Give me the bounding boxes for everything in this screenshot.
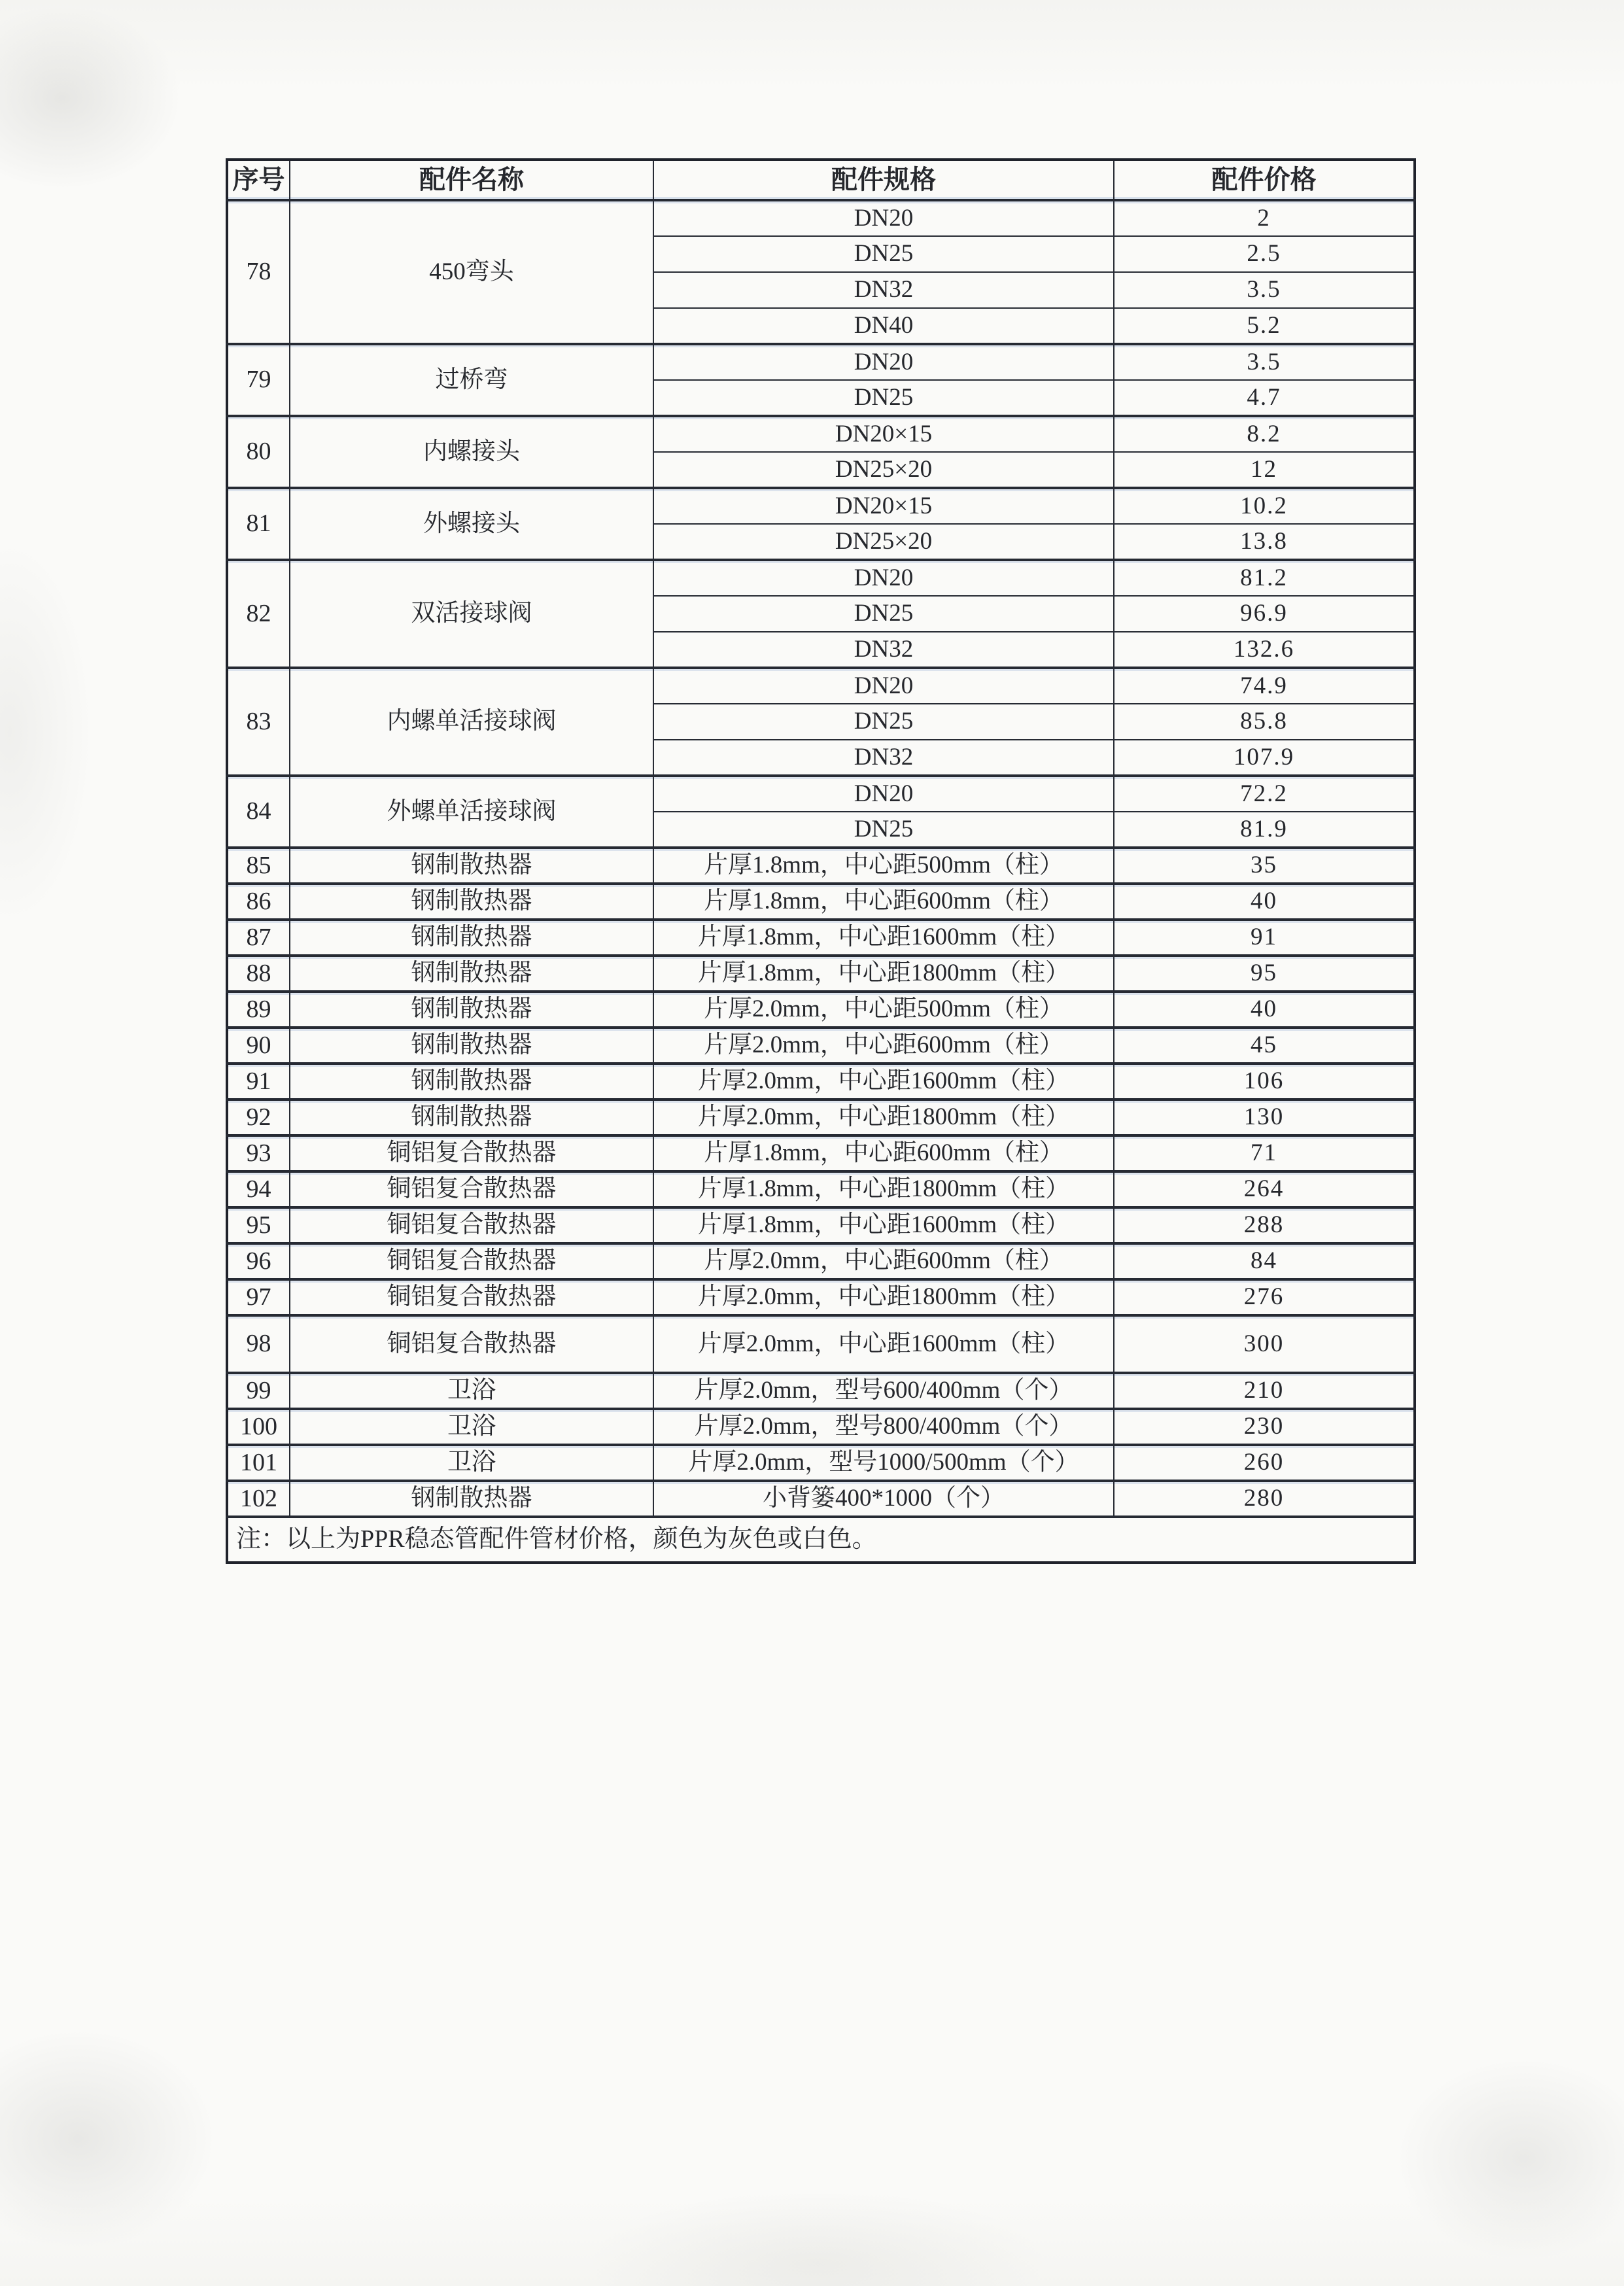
part-price-cell: 4.7: [1114, 380, 1415, 416]
part-price-cell: 3.5: [1114, 344, 1415, 380]
part-name-cell: 过桥弯: [290, 344, 653, 416]
part-price-cell: 288: [1114, 1207, 1415, 1243]
part-price-cell: 264: [1114, 1171, 1415, 1207]
serial-no-cell: 94: [227, 1171, 290, 1207]
part-spec-cell: 片厚2.0mm，型号1000/500mm（个）: [653, 1445, 1114, 1481]
part-name-cell: 钢制散热器: [290, 1028, 653, 1064]
table-row: [227, 884, 1415, 920]
column-header-serial-no: 序号: [227, 160, 290, 200]
part-price-cell: 40: [1114, 884, 1415, 920]
part-price-cell: 84: [1114, 1243, 1415, 1279]
part-price-cell: 45: [1114, 1028, 1415, 1064]
part-spec-cell: DN40: [653, 308, 1114, 344]
table-row: [227, 1315, 1415, 1373]
table-row: [227, 956, 1415, 992]
part-name-cell: 钢制散热器: [290, 1100, 653, 1135]
serial-no-cell: 82: [227, 560, 290, 668]
part-spec-cell: DN20×15: [653, 416, 1114, 452]
part-name-cell: 钢制散热器: [290, 1481, 653, 1517]
part-name-cell: 钢制散热器: [290, 884, 653, 920]
serial-no-cell: 83: [227, 668, 290, 776]
part-spec-cell: 片厚1.8mm，中心距600mm（柱）: [653, 1135, 1114, 1171]
table-row: [227, 416, 1415, 452]
part-name-cell: 450弯头: [290, 200, 653, 344]
part-spec-cell: 片厚1.8mm，中心距1600mm（柱）: [653, 1207, 1114, 1243]
part-price-cell: 107.9: [1114, 740, 1415, 776]
part-spec-cell: 片厚1.8mm，中心距1800mm（柱）: [653, 1171, 1114, 1207]
part-price-cell: 85.8: [1114, 704, 1415, 740]
table-row: [227, 1481, 1415, 1517]
serial-no-cell: 80: [227, 416, 290, 488]
part-spec-cell: DN25: [653, 596, 1114, 632]
part-price-cell: 35: [1114, 848, 1415, 884]
table-row: [227, 488, 1415, 524]
part-name-cell: 铜铝复合散热器: [290, 1171, 653, 1207]
part-spec-cell: 片厚2.0mm，中心距1800mm（柱）: [653, 1279, 1114, 1315]
part-name-cell: 铜铝复合散热器: [290, 1243, 653, 1279]
table-row: [227, 992, 1415, 1028]
part-name-cell: 内螺单活接球阀: [290, 668, 653, 776]
table-row: [227, 200, 1415, 236]
part-price-cell: 10.2: [1114, 488, 1415, 524]
part-spec-cell: DN25: [653, 380, 1114, 416]
part-name-cell: 钢制散热器: [290, 1064, 653, 1100]
serial-no-cell: 81: [227, 488, 290, 560]
part-spec-cell: DN25×20: [653, 452, 1114, 488]
part-name-cell: 铜铝复合散热器: [290, 1135, 653, 1171]
part-price-cell: 106: [1114, 1064, 1415, 1100]
part-spec-cell: DN32: [653, 272, 1114, 308]
part-price-cell: 2.5: [1114, 236, 1415, 272]
parts-price-table: [226, 158, 1416, 1564]
table-row: [227, 560, 1415, 596]
column-header-part-spec: 配件规格: [653, 160, 1114, 200]
part-price-cell: 91: [1114, 920, 1415, 956]
part-spec-cell: 片厚2.0mm，中心距1600mm（柱）: [653, 1064, 1114, 1100]
part-spec-cell: DN32: [653, 740, 1114, 776]
note-row: [227, 1517, 1415, 1563]
serial-no-cell: 95: [227, 1207, 290, 1243]
part-name-cell: 钢制散热器: [290, 920, 653, 956]
part-price-cell: 40: [1114, 992, 1415, 1028]
part-price-cell: 72.2: [1114, 776, 1415, 812]
part-spec-cell: DN20×15: [653, 488, 1114, 524]
part-spec-cell: 片厚2.0mm，中心距1600mm（柱）: [653, 1315, 1114, 1373]
part-price-cell: 132.6: [1114, 632, 1415, 668]
part-price-cell: 3.5: [1114, 272, 1415, 308]
part-name-cell: 内螺接头: [290, 416, 653, 488]
serial-no-cell: 91: [227, 1064, 290, 1100]
table-row: [227, 848, 1415, 884]
table-row: [227, 668, 1415, 704]
part-price-cell: 280: [1114, 1481, 1415, 1517]
serial-no-cell: 102: [227, 1481, 290, 1517]
part-name-cell: 卫浴: [290, 1409, 653, 1445]
column-header-part-name: 配件名称: [290, 160, 653, 200]
serial-no-cell: 87: [227, 920, 290, 956]
table-row: [227, 1243, 1415, 1279]
table-row: [227, 1279, 1415, 1315]
part-price-cell: 130: [1114, 1100, 1415, 1135]
part-spec-cell: DN25: [653, 704, 1114, 740]
serial-no-cell: 93: [227, 1135, 290, 1171]
table-row: [227, 344, 1415, 380]
part-spec-cell: 片厚1.8mm，中心距1800mm（柱）: [653, 956, 1114, 992]
table-row: [227, 1028, 1415, 1064]
part-name-cell: 钢制散热器: [290, 848, 653, 884]
serial-no-cell: 79: [227, 344, 290, 416]
table-row: [227, 1409, 1415, 1445]
table-row: [227, 1171, 1415, 1207]
part-spec-cell: DN25×20: [653, 524, 1114, 560]
part-name-cell: 双活接球阀: [290, 560, 653, 668]
part-name-cell: 卫浴: [290, 1445, 653, 1481]
part-price-cell: 276: [1114, 1279, 1415, 1315]
part-name-cell: 卫浴: [290, 1373, 653, 1409]
column-header-part-price: 配件价格: [1114, 160, 1415, 200]
serial-no-cell: 89: [227, 992, 290, 1028]
part-spec-cell: 片厚2.0mm，中心距600mm（柱）: [653, 1028, 1114, 1064]
part-spec-cell: 片厚1.8mm，中心距500mm（柱）: [653, 848, 1114, 884]
table-row: [227, 1373, 1415, 1409]
part-spec-cell: DN32: [653, 632, 1114, 668]
serial-no-cell: 86: [227, 884, 290, 920]
part-price-cell: 230: [1114, 1409, 1415, 1445]
serial-no-cell: 78: [227, 200, 290, 344]
part-spec-cell: DN25: [653, 236, 1114, 272]
part-name-cell: 外螺接头: [290, 488, 653, 560]
table-row: [227, 1207, 1415, 1243]
part-price-cell: 95: [1114, 956, 1415, 992]
part-price-cell: 300: [1114, 1315, 1415, 1373]
part-spec-cell: DN20: [653, 560, 1114, 596]
table-body: [227, 200, 1415, 1517]
part-price-cell: 2: [1114, 200, 1415, 236]
part-name-cell: 铜铝复合散热器: [290, 1279, 653, 1315]
part-price-cell: 260: [1114, 1445, 1415, 1481]
serial-no-cell: 84: [227, 776, 290, 848]
part-price-cell: 71: [1114, 1135, 1415, 1171]
part-price-cell: 81.9: [1114, 812, 1415, 848]
serial-no-cell: 92: [227, 1100, 290, 1135]
note-text: 注：以上为PPR稳态管配件管材价格，颜色为灰色或白色。: [227, 1517, 1415, 1563]
serial-no-cell: 85: [227, 848, 290, 884]
part-spec-cell: DN20: [653, 776, 1114, 812]
part-price-cell: 74.9: [1114, 668, 1415, 704]
part-spec-cell: 片厚2.0mm，中心距500mm（柱）: [653, 992, 1114, 1028]
serial-no-cell: 97: [227, 1279, 290, 1315]
part-price-cell: 8.2: [1114, 416, 1415, 452]
table-footer: [227, 1517, 1415, 1563]
part-price-cell: 13.8: [1114, 524, 1415, 560]
part-spec-cell: DN20: [653, 668, 1114, 704]
part-spec-cell: DN25: [653, 812, 1114, 848]
table-row: [227, 1100, 1415, 1135]
serial-no-cell: 99: [227, 1373, 290, 1409]
part-price-cell: 81.2: [1114, 560, 1415, 596]
part-price-cell: 96.9: [1114, 596, 1415, 632]
part-price-cell: 210: [1114, 1373, 1415, 1409]
part-spec-cell: 片厚2.0mm，型号600/400mm（个）: [653, 1373, 1114, 1409]
part-spec-cell: DN20: [653, 344, 1114, 380]
serial-no-cell: 96: [227, 1243, 290, 1279]
serial-no-cell: 98: [227, 1315, 290, 1373]
part-name-cell: 钢制散热器: [290, 992, 653, 1028]
part-spec-cell: 片厚1.8mm，中心距600mm（柱）: [653, 884, 1114, 920]
part-price-cell: 5.2: [1114, 308, 1415, 344]
part-name-cell: 外螺单活接球阀: [290, 776, 653, 848]
part-spec-cell: 片厚1.8mm，中心距1600mm（柱）: [653, 920, 1114, 956]
part-name-cell: 铜铝复合散热器: [290, 1315, 653, 1373]
serial-no-cell: 90: [227, 1028, 290, 1064]
part-price-cell: 12: [1114, 452, 1415, 488]
part-name-cell: 钢制散热器: [290, 956, 653, 992]
table-header-row: [227, 160, 1415, 200]
table-row: [227, 920, 1415, 956]
serial-no-cell: 88: [227, 956, 290, 992]
table-row: [227, 1135, 1415, 1171]
part-spec-cell: 片厚2.0mm，中心距600mm（柱）: [653, 1243, 1114, 1279]
part-name-cell: 铜铝复合散热器: [290, 1207, 653, 1243]
part-spec-cell: 片厚2.0mm，中心距1800mm（柱）: [653, 1100, 1114, 1135]
part-spec-cell: DN20: [653, 200, 1114, 236]
table-row: [227, 1064, 1415, 1100]
table-row: [227, 1445, 1415, 1481]
serial-no-cell: 101: [227, 1445, 290, 1481]
table-row: [227, 776, 1415, 812]
part-spec-cell: 片厚2.0mm，型号800/400mm（个）: [653, 1409, 1114, 1445]
serial-no-cell: 100: [227, 1409, 290, 1445]
part-spec-cell: 小背篓400*1000（个）: [653, 1481, 1114, 1517]
